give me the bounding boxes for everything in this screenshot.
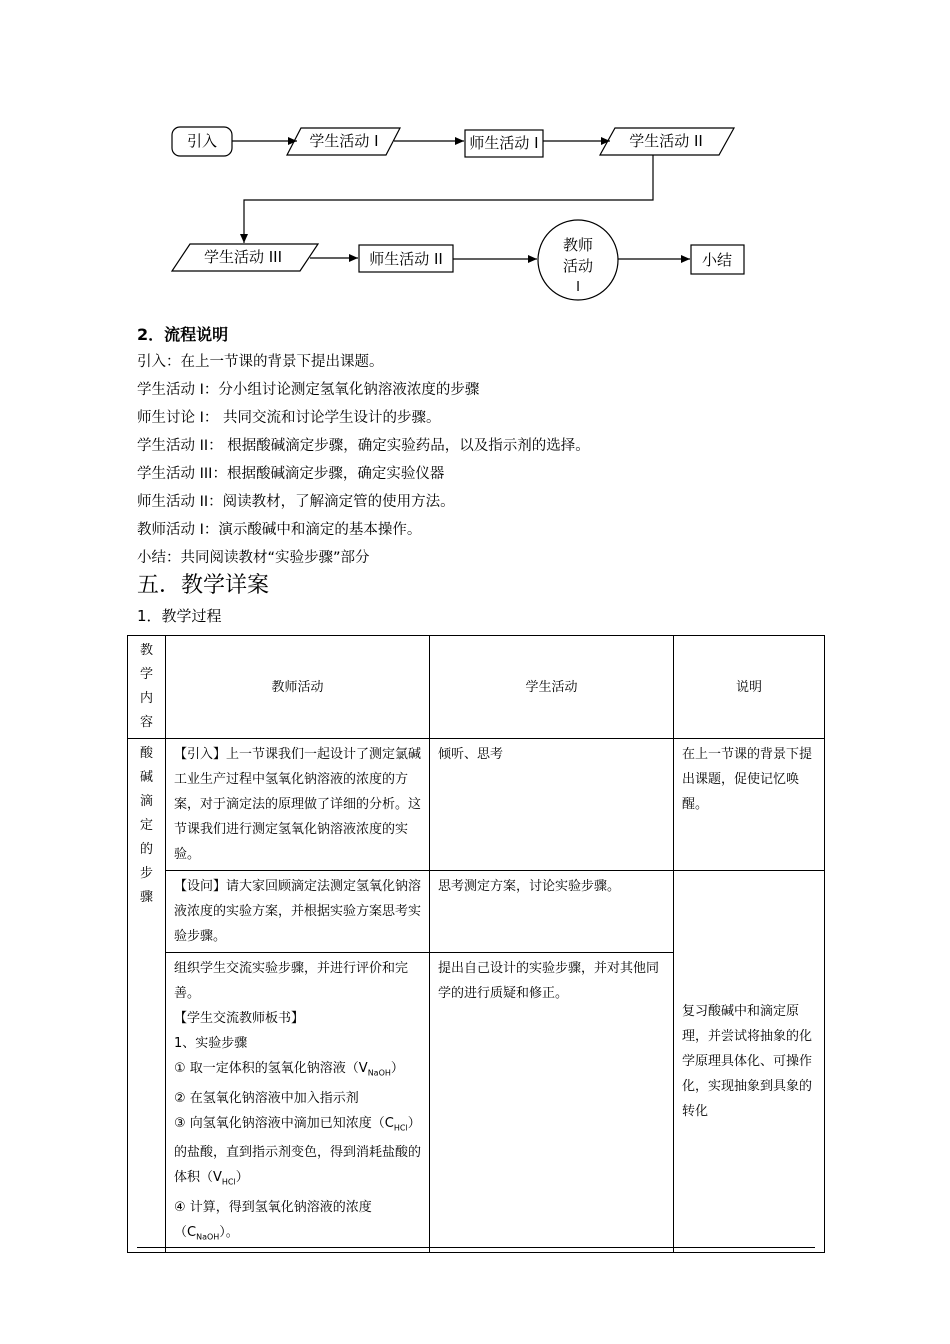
subsection-heading: 1．教学过程: [137, 607, 222, 625]
header-teacher: 教师活动: [166, 636, 430, 739]
teacher-cell: 组织学生交流实验步骤，并进行评价和完善。 【学生交流教师板书】 1、实验步骤 ① 取一定体积的氢氧化钠溶液$(V_{NaOH})$ ② 在氢氧化钠溶液中加入指示剂 ③ 向氢氧化钠溶液中滴加已知浓度$(C_{HCl})$的盐酸，直到指示剂变色，得到消耗盐酸的体积$(V_{HCl})$ ④ 计算，得到氢氧化钠溶液的浓度$(C_{NaOH})$。: [166, 953, 430, 1253]
process-explanation: [137, 348, 590, 572]
explanation-line: 学生活动 III：根据酸碱滴定步骤，确定实验仪器: [137, 466, 445, 482]
flow-label-teacher1: I: [576, 280, 580, 295]
footer-divider: [137, 1247, 815, 1248]
header-student: 学生活动: [430, 636, 674, 739]
section-title-process: 2．流程说明: [137, 325, 229, 344]
explanation-line: 师生活动 II：阅读教材，了解滴定管的使用方法。: [137, 494, 455, 510]
flow-label-summary: 小结: [701, 251, 733, 269]
flow-label-ts2: 师生活动 II: [369, 250, 443, 268]
flowchart: [0, 0, 950, 310]
flow-label-ts1: 师生活动 I: [469, 134, 539, 152]
note-cell-merged: 复习酸碱中和滴定原理，并尝试将抽象的化学原理具体化、可操作化，实现抽象到具象的转化: [674, 871, 825, 1253]
header-content: 教学内容: [128, 636, 166, 739]
explanation-line: 师生讨论 I： 共同交流和讨论学生设计的步骤。: [137, 410, 441, 426]
teacher-cell: 【设问】请大家回顾滴定法测定氢氧化钠溶液浓度的实验方案，并根据实验方案思考实验步骤。: [166, 871, 430, 953]
explanation-line: 小结：共同阅读教材“实验步骤”部分: [137, 550, 370, 566]
explanation-line: 学生活动 II： 根据酸碱滴定步骤，确定实验药品，以及指示剂的选择。: [137, 438, 590, 454]
table-header-row: [128, 636, 825, 739]
student-cell: 思考测定方案，讨论实验步骤。: [430, 871, 674, 953]
flow-label-student1: 学生活动 I: [309, 132, 379, 150]
table-row: [128, 739, 825, 871]
flow-label-intro: 引入: [186, 132, 218, 150]
flow-label-teacher1: 活动: [562, 257, 594, 275]
flow-label-student3: 学生活动 III: [203, 248, 283, 266]
teacher-cell: 【引入】上一节课我们一起设计了测定氯碱工业生产过程中氢氧化钠溶液的浓度的方案，对于滴定法的原理做了详细的分析。这节课我们进行测定氢氧化钠溶液浓度的实验。: [166, 739, 430, 871]
note-cell: 在上一节课的背景下提出课题，促使记忆唤醒。: [674, 739, 825, 871]
student-cell: 提出自己设计的实验步骤，并对其他同学的进行质疑和修正。: [430, 953, 674, 1253]
explanation-line: 教师活动 I：演示酸碱中和滴定的基本操作。: [137, 522, 422, 538]
topic-cell: 酸碱滴定的步骤: [128, 739, 166, 1253]
flow-connector: [244, 155, 653, 243]
section-heading: 五．教学详案: [137, 573, 270, 598]
header-note: 说明: [674, 636, 825, 739]
explanation-line: 引入：在上一节课的背景下提出课题。: [137, 354, 384, 370]
explanation-line: 学生活动 I：分小组讨论测定氢氧化钠溶液浓度的步骤: [137, 382, 480, 398]
lesson-table: [127, 635, 825, 1253]
student-cell: 倾听、思考: [430, 739, 674, 871]
flow-label-student2: 学生活动 II: [629, 132, 703, 150]
table-row: [128, 871, 825, 953]
flow-label-teacher1: 教师: [562, 236, 594, 254]
